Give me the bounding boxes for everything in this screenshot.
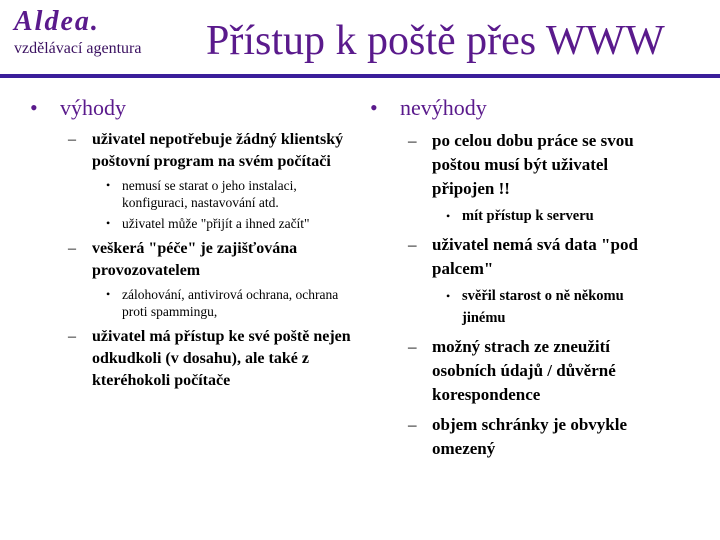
list-item	[30, 238, 360, 282]
bullet-dash: –	[68, 328, 76, 345]
logo-wordmark: Aldea.	[14, 6, 100, 37]
disadvantages-column	[370, 95, 670, 461]
item-text: uživatel nemá svá data "pod palcem"	[432, 235, 638, 278]
item-text: možný strach ze zneužití osobních údajů / důvěrné korespondence	[432, 337, 616, 404]
heading-text: nevýhody	[400, 95, 487, 120]
sub-list-item	[30, 215, 360, 232]
item-text: uživatel má přístup ke své poště nejen odkudkoli (v dosahu), ale také z kteréhokoli počítače	[92, 328, 351, 389]
list-item	[370, 233, 670, 281]
sub-list-item	[370, 205, 670, 227]
disadvantages-heading	[370, 95, 670, 121]
item-text: po celou dobu práce se svou poštou musí být uživatel připojen !!	[432, 131, 634, 198]
sub-item-text: zálohování, antivirová ochrana, ochrana proti spammingu,	[122, 287, 339, 319]
sub-list-item	[30, 286, 360, 320]
advantages-column	[30, 95, 360, 392]
bullet-dash: –	[408, 235, 417, 254]
bullet-dash: –	[408, 131, 417, 150]
sub-list-item	[30, 177, 360, 211]
slide-title: Přístup k poště přes WWW	[206, 18, 665, 64]
sub-item-text: uživatel může "přijít a ihned začít"	[122, 216, 310, 231]
bullet-dot: •	[106, 216, 111, 230]
item-text: veškerá "péče" je zajišťována provozovatelem	[92, 240, 298, 279]
list-item	[30, 326, 360, 392]
bullet-dot: •	[30, 95, 38, 120]
sub-item-text: mít přístup k serveru	[462, 208, 594, 224]
bullet-dot: •	[106, 287, 111, 301]
bullet-dot: •	[370, 95, 378, 120]
bullet-dot: •	[446, 289, 451, 303]
bullet-dot: •	[106, 178, 111, 192]
bullet-dash: –	[68, 131, 76, 148]
bullet-dash: –	[408, 337, 417, 356]
list-item	[370, 413, 670, 461]
list-item	[370, 129, 670, 201]
sub-list-item	[370, 285, 670, 329]
list-item	[30, 129, 360, 173]
heading-text: výhody	[60, 95, 126, 120]
item-text: uživatel nepotřebuje žádný klientský poštovní program na svém počítači	[92, 131, 344, 170]
title-divider	[0, 74, 720, 78]
bullet-dash: –	[408, 415, 417, 434]
logo	[14, 6, 141, 58]
logo-subtitle: vzdělávací agentura	[14, 40, 142, 57]
sub-item-text: svěřil starost o ně někomu jinému	[462, 288, 624, 326]
list-item	[370, 335, 670, 407]
advantages-heading	[30, 95, 360, 121]
item-text: objem schránky je obvykle omezený	[432, 415, 628, 458]
sub-item-text: nemusí se starat o jeho instalaci, konfiguraci, nastavování atd.	[122, 178, 297, 210]
bullet-dash: –	[68, 240, 76, 257]
bullet-dot: •	[446, 209, 451, 223]
